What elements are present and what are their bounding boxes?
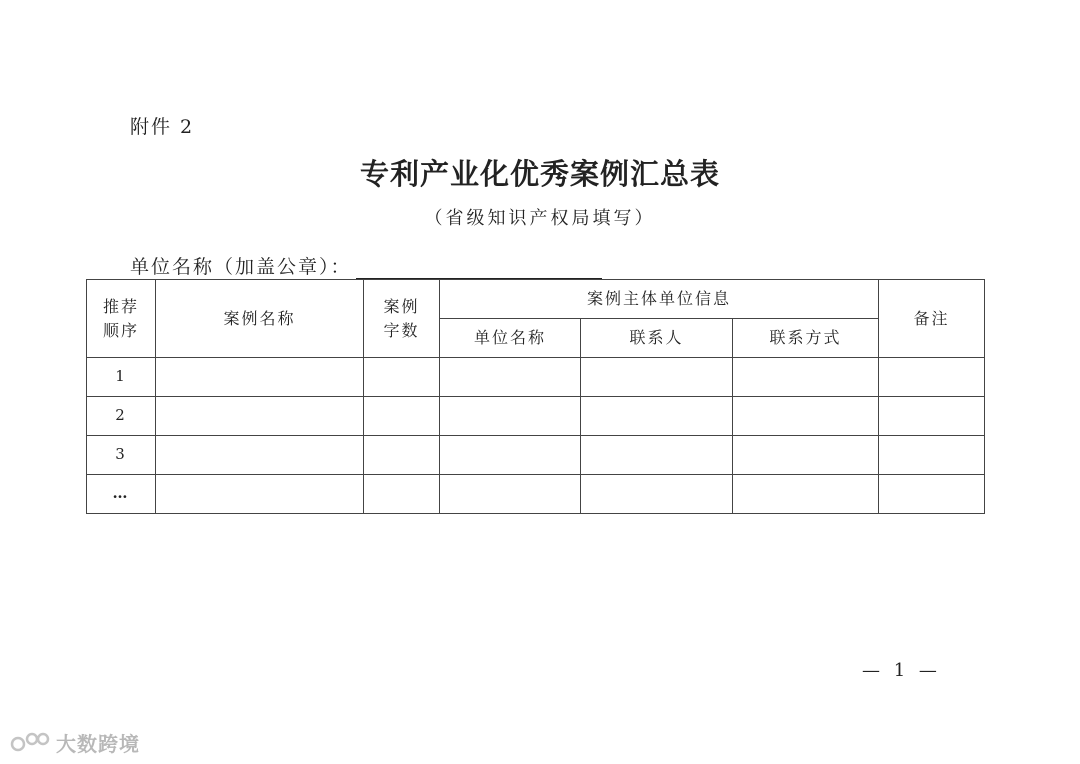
header-order <box>87 280 156 358</box>
table-row <box>87 358 985 397</box>
header-word-count-line2: 字数 <box>383 320 420 340</box>
cell-word-count[interactable] <box>364 397 440 436</box>
unit-name-blank[interactable] <box>356 258 602 279</box>
cell-unit-name[interactable] <box>440 436 581 475</box>
header-contact-person: 联系人 <box>581 319 733 358</box>
cell-contact-method[interactable] <box>733 358 879 397</box>
cell-case-name[interactable] <box>156 358 364 397</box>
cell-word-count[interactable] <box>364 436 440 475</box>
cell-contact-person[interactable] <box>581 475 733 514</box>
cell-unit-name[interactable] <box>440 358 581 397</box>
cell-contact-person[interactable] <box>581 358 733 397</box>
cell-contact-method[interactable] <box>733 436 879 475</box>
header-word-count-line1: 案例 <box>383 297 420 317</box>
row-order: 2 <box>87 397 156 436</box>
cell-word-count[interactable] <box>364 358 440 397</box>
table-row <box>87 397 985 436</box>
watermark <box>10 728 140 757</box>
watermark-logo-icon <box>10 729 50 757</box>
row-order: 3 <box>87 436 156 475</box>
header-order-line2: 顺序 <box>102 320 139 340</box>
header-case-name: 案例名称 <box>156 280 364 358</box>
cell-word-count[interactable] <box>364 475 440 514</box>
cell-case-name[interactable] <box>156 397 364 436</box>
cell-remarks[interactable] <box>879 397 985 436</box>
cell-contact-person[interactable] <box>581 397 733 436</box>
document-subtitle: （省级知识产权局填写） <box>424 208 656 229</box>
cell-contact-method[interactable] <box>733 397 879 436</box>
cell-case-name[interactable] <box>156 475 364 514</box>
cell-unit-name[interactable] <box>440 475 581 514</box>
document-title: 专利产业化优秀案例汇总表 <box>359 157 720 191</box>
unit-name-line <box>130 252 602 279</box>
header-row-1 <box>87 280 985 319</box>
header-order-line1: 推荐 <box>102 297 139 317</box>
header-remarks: 备注 <box>879 280 985 358</box>
header-contact-method: 联系方式 <box>733 319 879 358</box>
cell-unit-name[interactable] <box>440 397 581 436</box>
cell-remarks[interactable] <box>879 475 985 514</box>
row-order: 1 <box>87 358 156 397</box>
header-word-count <box>364 280 440 358</box>
case-summary-table <box>86 279 985 514</box>
row-order: … <box>87 475 156 514</box>
header-entity-info: 案例主体单位信息 <box>440 280 879 319</box>
attachment-label: 附件 2 <box>130 116 195 138</box>
cell-contact-person[interactable] <box>581 436 733 475</box>
unit-name-label: 单位名称（加盖公章）： <box>130 256 352 278</box>
header-entity-unit-name: 单位名称 <box>440 319 581 358</box>
cell-case-name[interactable] <box>156 436 364 475</box>
cell-remarks[interactable] <box>879 358 985 397</box>
watermark-text: 大数跨境 <box>56 732 140 756</box>
page-number: — 1 — <box>862 660 941 681</box>
cell-remarks[interactable] <box>879 436 985 475</box>
cell-contact-method[interactable] <box>733 475 879 514</box>
table-row <box>87 475 985 514</box>
table-row <box>87 436 985 475</box>
